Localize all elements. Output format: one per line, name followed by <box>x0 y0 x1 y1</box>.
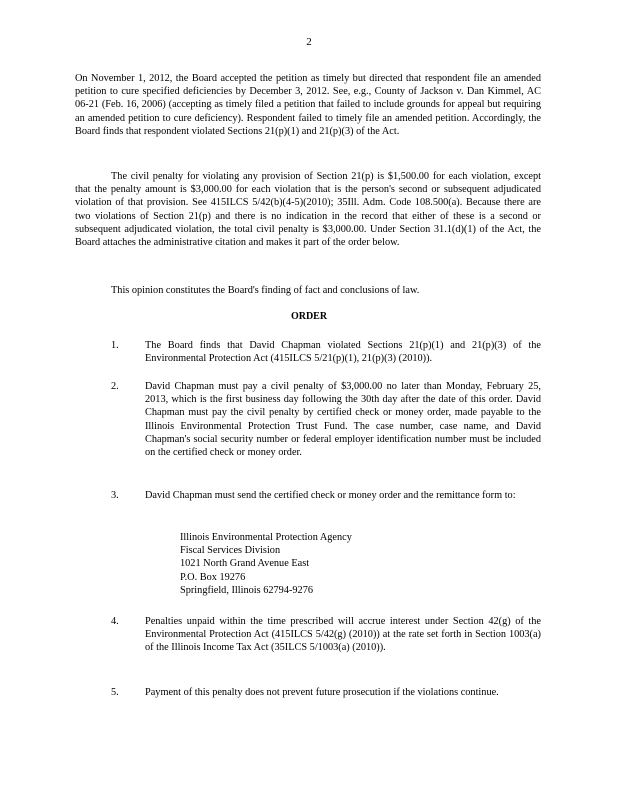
order-item-text: Payment of this penalty does not prevent future prosecution if the violations continue. <box>145 687 499 698</box>
order-item-text: David Chapman must send the certified check or money order and the remittance form to: <box>145 490 516 501</box>
address-line-division: Fiscal Services Division <box>180 545 281 557</box>
paragraph-civil-penalty: The civil penalty for violating any provision of Section 21(p) is $1,500.00 for each violation, except that the penalty amount is $3,000.00 for each violation that is the person's second or subsequent adjudicated violation of that provision. See 415ILCS 5/42(b)(4-5)(2010); 35Ill. Adm. Code 108.500(a). Because there are two violations of Section 21(p) and there is no indication in the record that either of these is a second or subsequent adjudicated violation, the total civil penalty is $3,000.00. Under Section 31.1(d)(1) of the Act, the Board attaches the administrative citation and makes it part of the order below. <box>75 171 541 249</box>
paragraph-opinion-statement: This opinion constitutes the Board's finding of fact and conclusions of law. <box>111 285 420 296</box>
order-heading: ORDER <box>290 311 328 322</box>
order-item-text: The Board finds that David Chapman violated Sections 21(p)(1) and 21(p)(3) of the Environmental Protection Act (415ILCS 5/21(p)(1), 21(p)(3) (2010)). <box>145 340 541 365</box>
remittance-address <box>180 531 352 597</box>
order-item-number: 5. <box>111 687 119 698</box>
order-item-number: 4. <box>111 616 119 627</box>
order-item-number: 2. <box>111 381 119 392</box>
address-line-city: Springfield, Illinois 62794-9276 <box>180 584 313 596</box>
address-line-street: 1021 North Grand Avenue East <box>180 558 310 570</box>
order-item-text: Penalties unpaid within the time prescribed will accrue interest under Section 42(g) of the Environmental Protection Act (415ILCS 5/42(g) (2010)) at the rate set forth in Section 1003(a) of the Illinois Income Tax Act (35ILCS 5/1003(a) (2010)). <box>145 616 541 654</box>
address-line-po-box: P.O. Box 19276 <box>180 571 246 583</box>
order-item-text: David Chapman must pay a civil penalty of $3,000.00 no later than Monday, February 25, 2013, which is the first business day following the 30th day after the date of this order. David Chapman must pay the civil penalty by certified check or money order, made payable to the Illinois Environmental Protection Trust Fund. The case number, case name, and David Chapman's social security number or federal employer identification number must be included on the certified check or money order. <box>145 381 541 459</box>
order-item-number: 1. <box>111 340 119 351</box>
order-item-number: 3. <box>111 490 119 501</box>
page-number: 2 <box>306 36 312 48</box>
address-line-agency: Illinois Environmental Protection Agency <box>180 532 352 543</box>
paragraph-petition-acceptance: On November 1, 2012, the Board accepted the petition as timely but directed that respondent file an amended petition to cure specified deficiencies by December 3, 2012. See, e.g., County of Jackson v. Dan Kimmel, AC 06-21 (Feb. 16, 2006) (accepting as timely filed a petition that failed to include grounds for appeal but requiring an amended petition to cure deficiency). Respondent failed to timely file an amended petition. Accordingly, the Board finds that respondent violated Sections 21(p)(1) and 21(p)(3) of the Act. <box>75 73 541 137</box>
